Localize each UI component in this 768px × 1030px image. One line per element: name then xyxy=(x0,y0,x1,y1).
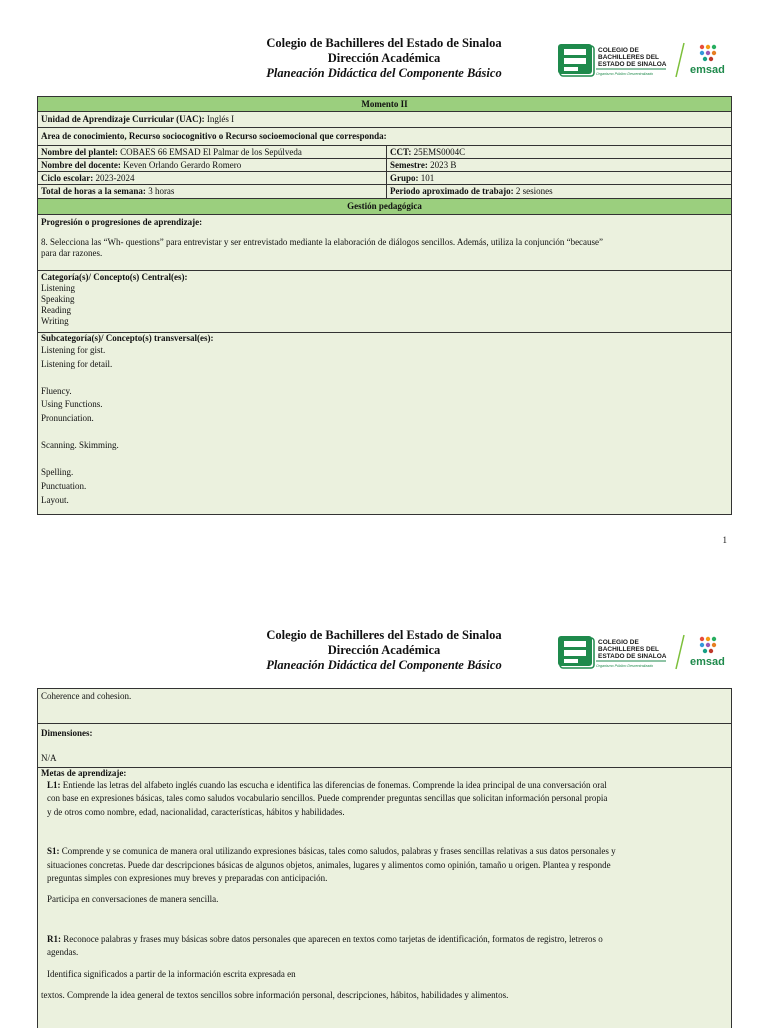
area-label: Area de conocimiento, Recurso sociocognitivo o Recurso socioemocional que corresponda: xyxy=(41,131,387,141)
horas-value: 3 horas xyxy=(148,186,175,196)
svg-text:Organismo Público Descentraliz: Organismo Público Descentralizado xyxy=(596,72,654,76)
semestre-label: Semestre: xyxy=(390,160,428,170)
svg-text:emsad: emsad xyxy=(690,656,725,668)
docente-label: Nombre del docente: xyxy=(41,160,121,170)
subcategoria-item: Fluency. xyxy=(41,385,72,396)
page-header xyxy=(0,36,768,86)
svg-text:emsad: emsad xyxy=(690,64,725,76)
r1-extra: Identifica significados a partir de la información escrita expresada en xyxy=(47,968,296,979)
docente-cell xyxy=(38,159,387,171)
header-text xyxy=(200,628,568,673)
categoria-item: Writing xyxy=(41,316,69,326)
header-institution: Colegio de Bachilleres del Estado de Sinaloa xyxy=(266,628,502,642)
l1-label: L1: xyxy=(47,780,61,790)
subcategoria-item: Punctuation. xyxy=(41,480,87,491)
header-direction: Dirección Académica xyxy=(327,51,441,65)
progresion-row xyxy=(38,215,731,271)
svg-text:ESTADO DE SINALOA: ESTADO DE SINALOA xyxy=(598,61,667,68)
dimensiones-label: Dimensiones: xyxy=(41,728,93,738)
periodo-label: Periodo aproximado de trabajo: xyxy=(390,186,514,196)
s1-text-line3: preguntas simples con expresiones muy breves y preparadas con anticipación. xyxy=(47,873,328,884)
uac-label: Unidad de Aprendizaje Curricular (UAC): xyxy=(41,114,205,124)
l1-text-line1: Entiende las letras del alfabeto inglés cuando las escucha e identifica las diferencias de fonemas. Comprende la idea principal de una conversación oral xyxy=(62,780,607,790)
progresion-text-line1: 8. Selecciona las “Wh- questions” para entrevistar y ser entrevistado mediante la elaboración de diálogos sencillos. Además, utiliza la conjunción “because” xyxy=(41,237,604,247)
svg-text:COLEGIO DE: COLEGIO DE xyxy=(598,47,639,54)
s1-text-line2: situaciones concretas. Puede dar descripciones básicas de algunos objetos, animales, lugares y alimentos como opinión, tamaño u origen. Plantea y responde xyxy=(47,859,611,870)
categoria-label: Categoría(s)/ Concepto(s) Central(es): xyxy=(41,272,188,282)
subcategoria-item: Listening for gist. xyxy=(41,345,106,355)
svg-text:Organismo Público Descentraliz: Organismo Público Descentralizado xyxy=(596,664,654,668)
periodo-value: 2 sesiones xyxy=(515,186,553,196)
s1-text-line1: Comprende y se comunica de manera oral utilizando expresiones básicas, tales como saludos, palabras y frases sencillas relativas a sus datos personales y xyxy=(61,846,616,857)
s1-label: S1: xyxy=(47,846,60,857)
metas-row xyxy=(38,768,731,1030)
s1-extra: Participa en conversaciones de manera sencilla. xyxy=(47,894,219,905)
r1-label: R1: xyxy=(47,933,61,944)
categoria-item: Listening xyxy=(41,283,75,293)
categoria-row xyxy=(38,271,731,333)
ciclo-value: 2023-2024 xyxy=(95,173,135,183)
planning-table-page1 xyxy=(37,96,732,515)
subcategoria-item: Scanning. Skimming. xyxy=(41,440,119,451)
uac-value: Inglés I xyxy=(206,114,235,124)
dimensiones-row xyxy=(38,724,731,768)
ciclo-grupo-row xyxy=(38,172,731,185)
svg-text:BACHILLERES DEL: BACHILLERES DEL xyxy=(598,54,660,61)
r1-text-line1: Reconoce palabras y frases muy básicas sobre datos personales que aparecen en textos como tarjetas de identificación, formatos de registro, letreros o xyxy=(63,933,603,944)
subcategoria-item: Listening for detail. xyxy=(41,358,113,369)
gestion-header: Gestión pedagógica xyxy=(38,199,731,215)
subcategoria-row xyxy=(38,333,731,514)
docente-value: Keven Orlando Gerardo Romero xyxy=(123,160,242,170)
cct-cell xyxy=(387,146,731,158)
header-subtitle: Planeación Didáctica del Componente Básico xyxy=(266,658,502,672)
svg-text:COLEGIO DE: COLEGIO DE xyxy=(598,639,639,646)
page-header-2 xyxy=(0,628,768,678)
progresion-label: Progresión o progresiones de aprendizaje: xyxy=(41,217,203,227)
svg-text:BACHILLERES DEL: BACHILLERES DEL xyxy=(598,646,660,653)
r1-last: textos. Comprende la idea general de textos sencillos sobre información personal, descripciones, hábitos, habilidades y alimentos. xyxy=(41,990,509,1001)
plantel-label: Nombre del plantel: xyxy=(41,147,118,157)
semestre-value: 2023 B xyxy=(430,160,457,170)
cct-label: CCT: xyxy=(390,147,412,157)
cct-value: 25EMS0004C xyxy=(413,147,466,157)
progresion-text-line2: para dar razones. xyxy=(41,248,103,258)
header-institution: Colegio de Bachilleres del Estado de Sinaloa xyxy=(266,36,502,50)
l1-text-line2: con base en expresiones básicas, tales como saludos vocabulario sencillos. Puede comprender preguntas sencillas que solicitan información personal propia xyxy=(47,793,608,804)
semestre-cell xyxy=(387,159,731,171)
header-direction: Dirección Académica xyxy=(327,643,441,657)
docente-semestre-row xyxy=(38,159,731,172)
uac-row xyxy=(38,112,731,128)
coherence-row xyxy=(38,689,731,724)
grupo-cell xyxy=(387,172,731,184)
subcategoria-item: Spelling. xyxy=(41,467,74,478)
coherence-text: Coherence and cohesion. xyxy=(41,691,132,701)
horas-cell xyxy=(38,185,387,198)
cobaes-logo xyxy=(556,633,732,677)
l1-text-line3: y de otros como nombre, edad, nacionalidad, características, hábitos y habilidades. xyxy=(47,806,345,817)
categoria-item: Speaking xyxy=(41,294,75,304)
plantel-value: COBAES 66 EMSAD El Palmar de los Sepúlveda xyxy=(120,147,302,157)
plantel-cct-row xyxy=(38,146,731,159)
ciclo-cell xyxy=(38,172,387,184)
header-text xyxy=(200,36,568,81)
periodo-cell xyxy=(387,185,731,198)
horas-label: Total de horas a la semana: xyxy=(41,186,146,196)
categoria-item: Reading xyxy=(41,305,71,315)
r1-text-line2: agendas. xyxy=(47,947,79,958)
page-number: 1 xyxy=(722,535,727,545)
momento-header: Momento II xyxy=(38,97,731,112)
dimensiones-value: N/A xyxy=(41,753,57,763)
subcategoria-item: Using Functions. xyxy=(41,399,103,410)
subcategoria-label: Subcategoría(s)/ Concepto(s) transversal(es): xyxy=(41,333,214,343)
plantel-cell xyxy=(38,146,387,158)
subcategoria-item: Layout. xyxy=(41,494,69,505)
grupo-label: Grupo: xyxy=(390,173,419,183)
metas-label: Metas de aprendizaje: xyxy=(41,768,127,778)
cobaes-logo xyxy=(556,41,732,85)
horas-periodo-row xyxy=(38,185,731,199)
grupo-value: 101 xyxy=(420,173,435,183)
planning-table-page2 xyxy=(37,688,732,1028)
svg-text:ESTADO DE SINALOA: ESTADO DE SINALOA xyxy=(598,653,667,660)
ciclo-label: Ciclo escolar: xyxy=(41,173,94,183)
area-row xyxy=(38,128,731,146)
subcategoria-item: Pronunciation. xyxy=(41,412,94,423)
header-subtitle: Planeación Didáctica del Componente Básico xyxy=(266,66,502,80)
